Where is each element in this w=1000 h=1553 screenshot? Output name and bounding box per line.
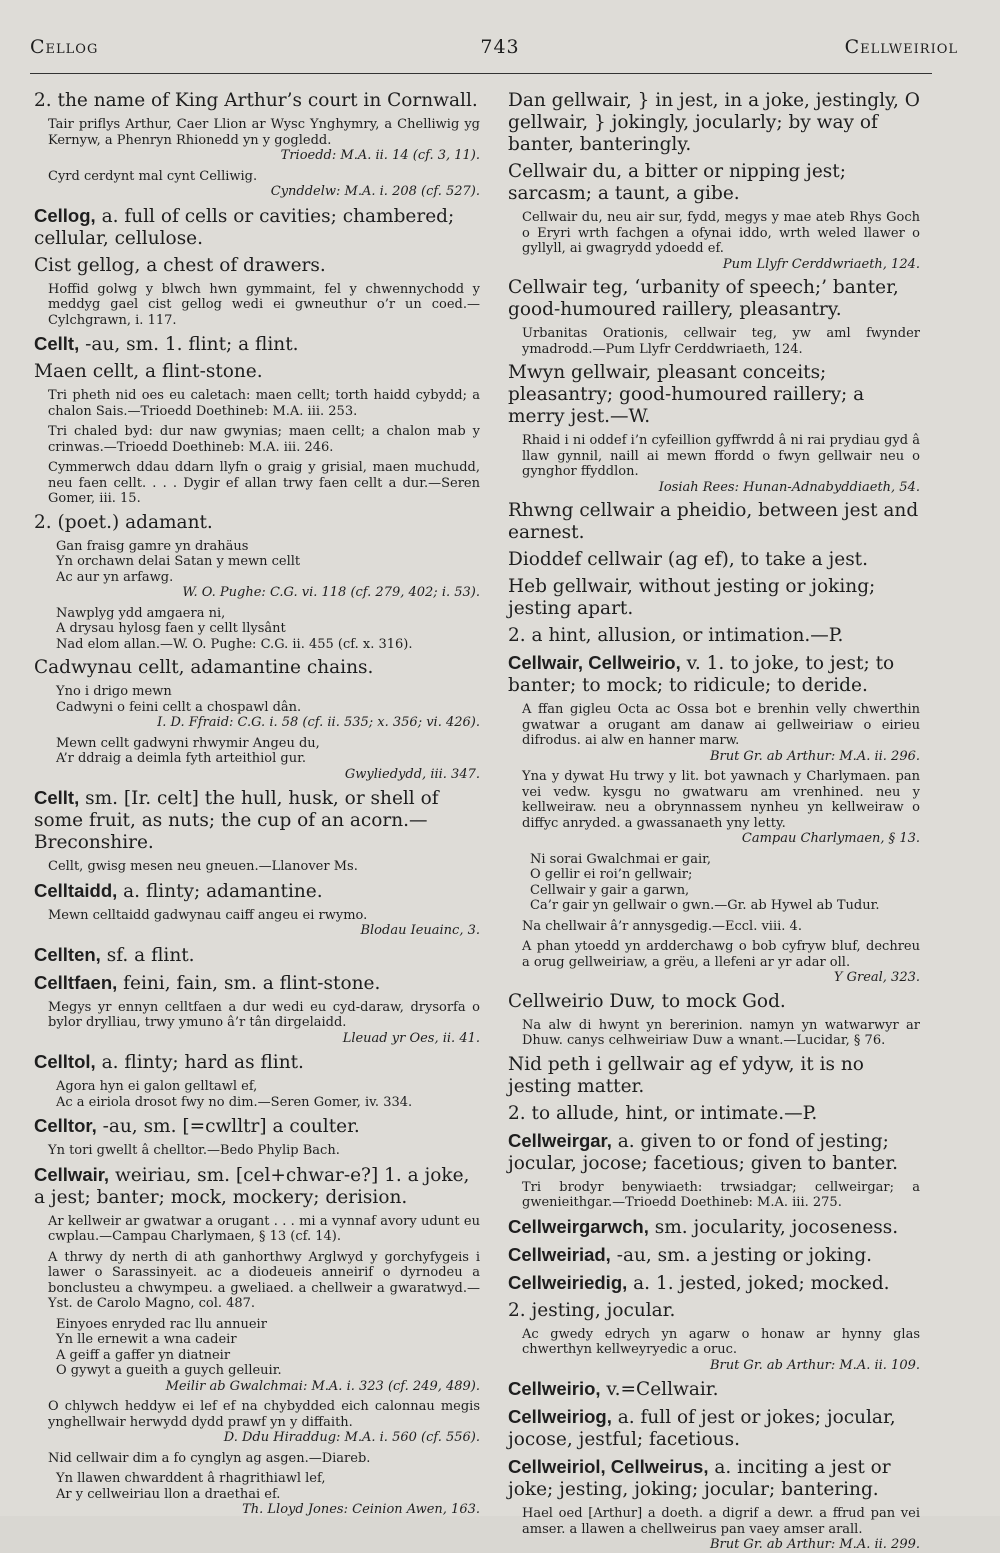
entry-definition — [34, 333, 480, 356]
citation-text: A phan ytoedd yn ardderchawg o bob cyfryw bluf, dechreu a orug gellweiriaw, a grëu, a llefeni ar yr adar oll. — [522, 939, 920, 970]
entry-text: Heb gellwair, without jesting or joking; jesting apart. — [508, 576, 876, 619]
entry-text: 2. to allude, hint, or intimate.—P. — [508, 1102, 818, 1124]
entry-headword: Cellweiriog, — [508, 1406, 612, 1427]
entry-definition — [34, 90, 480, 112]
citation-text: Nid cellwair dim a fo cynglyn ag asgen.—Diareb. — [48, 1450, 371, 1466]
citation — [34, 859, 480, 875]
entry-definition — [508, 500, 920, 544]
entry-definition — [508, 1054, 920, 1098]
citation-text: Yna y dywat Hu trwy y lit. bot yawnach y Charlymaen. pan vei vedw. kysgu no gwatwaru am vrenhined. neu y kellweiraw. neu a obrynnassem nynheu yn kellweiraw o diffyc anryded. a gwassanaeth yny letty. — [522, 769, 920, 831]
entry-definition — [508, 1300, 920, 1322]
citation — [34, 169, 480, 200]
verse-line: Einyoes enryded rac llu annueir — [56, 1316, 267, 1332]
entry-headword: Cellwair, — [34, 1163, 110, 1185]
verse-line: Nawplyg ydd amgaera ni, — [56, 605, 226, 621]
verse-line: Cadwyni o feini cellt a chospawl dân. — [56, 699, 302, 715]
entry-headword: Cellweirgarwch, — [508, 1215, 649, 1237]
entry-headword: Celltol, — [34, 1051, 96, 1072]
citation — [508, 702, 920, 764]
entry-headword: Cellweiriedig, — [508, 1271, 628, 1293]
citation-source: Y Greal, 323. — [833, 970, 920, 985]
entry-definition — [34, 944, 480, 967]
entry-definition — [508, 991, 920, 1013]
entry-text: -au, sm. [=cwlltr] a coulter. — [102, 1116, 360, 1137]
verse-citation — [56, 539, 480, 601]
citation-source: Brut Gr. ab Arthur: M.A. ii. 109. — [709, 1357, 920, 1373]
entry-text: 2. a hint, allusion, or intimation.—P. — [508, 625, 844, 646]
entry-text: 2. (poet.) adamant. — [34, 511, 213, 533]
entry-text: a. full of jest or jokes; jocular, jocose, jestful; facetious. — [508, 1407, 896, 1450]
citation — [34, 388, 480, 419]
entry-text: Rhwng cellwair a pheidio, between jest and earnest. — [508, 500, 919, 543]
citation-source: Gwyliedydd, iii. 347. — [344, 766, 480, 782]
entry-text: 2. jesting, jocular. — [508, 1299, 676, 1321]
entry-definition — [508, 277, 920, 321]
citation-text: Cyrd cerdynt mal cynt Celliwig. — [48, 168, 258, 184]
entry-text: v.=Cellwair. — [606, 1379, 719, 1400]
citation-source: Blodau Ieuainc, 3. — [360, 923, 480, 938]
entry-text: Cellweirio Duw, to mock God. — [508, 990, 786, 1012]
verse-line: Yn llawen chwarddent â rhagrithiawl lef, — [56, 1471, 326, 1486]
verse-line: A’r ddraig a deimla fyth arteithiol gur. — [56, 751, 307, 766]
entry-definition — [508, 362, 920, 428]
entry-definition — [508, 1272, 920, 1295]
citation-text: Urbanitas Orationis, cellwair teg, yw aml fwynder ymadrodd.—Pum Llyfr Cerddwriaeth, 124. — [522, 326, 920, 357]
citation-text: Rhaid i ni oddef i’n cyfeillion gyffwrdd â ni rai prydiau gyd â llaw gynnil, naill ai mewn ffordd o fwyn gellwair neu o gynghor ffyddlon. — [522, 433, 920, 479]
verse-line: Ni sorai Gwalchmai er gair, — [530, 851, 712, 867]
entry-text: Dan gellwair, } in jest, in a joke, jestingly, O gellwair, } jokingly, jocularly; by way of banter, banteringly. — [508, 90, 920, 155]
citation — [508, 1180, 920, 1211]
citation-text: Cellt, gwisg mesen neu gneuen.—Llanover Ms. — [48, 859, 358, 874]
verse-line: Yn lle ernewit a wna cadeir — [56, 1332, 237, 1347]
entry-definition — [508, 549, 920, 571]
verse-line: O gellir ei roi’n gellwair; — [530, 867, 693, 882]
verse-citation — [56, 606, 480, 653]
citation-text: Tri brodyr benywiaeth: trwsiadgar; cellweirgar; a gwenieithgar.—Trioedd Doethineb: M.A. iii. 275. — [522, 1179, 920, 1210]
citation-source: W. O. Pughe: C.G. vi. 118 (cf. 279, 402; i. 53). — [182, 585, 480, 600]
citation-text: Megys yr ennyn celltfaen a dur wedi eu cyd-daraw, drysorfa o bylor drylliau, trwy ymuno â’r tân dirgelaidd. — [48, 999, 480, 1030]
citation-source: Brut Gr. ab Arthur: M.A. ii. 296. — [709, 748, 920, 764]
verse-line: Yno i drigo mewn — [56, 684, 172, 699]
citation — [34, 908, 480, 939]
right-column — [508, 90, 920, 1552]
citation — [508, 919, 920, 935]
citation-text: Yn tori gwellt â chelltor.—Bedo Phylip Bach. — [48, 1143, 340, 1158]
entry-definition — [508, 1244, 920, 1267]
citation-text: Na alw di hwynt yn bererinion. namyn yn watwarwyr ar Dhuw. canys celhweiriaw Duw a wnant.—Lucidar, § 76. — [522, 1017, 920, 1048]
verse-citation — [56, 1471, 480, 1518]
entry-headword: Cellten, — [34, 943, 101, 965]
citation-text: O chlywch heddyw ei lef ef na chybydded eich calonnau megis ynghellwair herwydd dydd prawf yn y diffaith. — [48, 1399, 480, 1430]
citation — [34, 1214, 480, 1245]
citation-source: Cynddelw: M.A. i. 208 (cf. 527). — [270, 184, 480, 199]
verse-line: Cellwair y gair a garwn, — [530, 882, 690, 898]
citation-text: Na chellwair â’r annysgedig.—Eccl. viii. 4. — [522, 918, 802, 934]
entry-definition — [34, 972, 480, 995]
citation-text: Ar kellweir ar gwatwar a orugant . . . mi a vynnaf avory udunt eu cwplau.—Campau Charlymaen, § 13 (cf. 14). — [48, 1213, 480, 1244]
entry-headword: Cellog, — [34, 204, 96, 226]
citation — [508, 1327, 920, 1374]
header-right-word: Cellweiriol — [844, 36, 958, 58]
entry-text: Cellwair teg, ‘urbanity of speech;’ banter, good-humoured raillery, pleasantry. — [508, 277, 899, 320]
entry-text: Cellwair du, a bitter or nipping jest; sarcasm; a taunt, a gibe. — [508, 161, 846, 204]
verse-line: Nad elom allan.—W. O. Pughe: C.G. ii. 455 (cf. x. 316). — [56, 636, 413, 652]
verse-line: Gan fraisg gamre yn drahäus — [56, 538, 249, 554]
entry-text: v. 1. to joke, to jest; to banter; to mock; to ridicule; to deride. — [508, 653, 895, 696]
entry-text: a. given to or fond of jesting; jocular, jocose; facetious; given to banter. — [508, 1130, 899, 1174]
entry-definition — [508, 161, 920, 205]
citation — [34, 460, 480, 507]
citation-source: Trioedd: M.A. ii. 14 (cf. 3, 11). — [280, 148, 480, 163]
citation-text: Tair priflys Arthur, Caer Llion ar Wysc Ynghymry, a Chelliwig yg Kernyw, a Phenryn Rhionedd yn y gogledd. — [48, 117, 480, 148]
entry-headword: Celltfaen, — [34, 971, 118, 993]
citation-text: A ffan gigleu Octa ac Ossa bot e brenhin velly chwerthin gwatwar a orugant am danaw ai gellweiriaw o eirieu difrodus. ai alw en hanner marw. — [522, 702, 920, 748]
citation-text: Cellwair du, neu air sur, fydd, megys y mae ateb Rhys Goch o Eryri wrth fachgen a ofynai iddo, wrth weled llawer o gyllyll, ai gwagrydd ydoedd ef. — [522, 210, 920, 256]
verse-citation — [56, 736, 480, 783]
entry-headword: Celltaidd, — [34, 879, 118, 901]
entry-text: Nid peth i gellwair ag ef ydyw, it is no jesting matter. — [508, 1053, 864, 1097]
entry-headword: Cellweiriad, — [508, 1243, 611, 1265]
entry-definition — [508, 1130, 920, 1175]
entry-headword: Cellweirgar, — [508, 1129, 612, 1151]
entry-text: Mwyn gellwair, pleasant conceits; pleasantry; good-humoured raillery; a merry jest.—W. — [508, 362, 865, 427]
citation-text: Mewn celltaidd gadwynau caiff angeu ei rwymo. — [48, 907, 368, 923]
entry-text: -au, sm. a jesting or joking. — [616, 1244, 873, 1266]
entry-headword: Cellt, — [34, 787, 80, 808]
verse-line: Agora hyn ei galon gelltawl ef, — [56, 1079, 258, 1094]
citation — [34, 1143, 480, 1159]
entry-text: sf. a flint. — [106, 944, 195, 966]
citation — [508, 939, 920, 986]
citation-text: Hoffid golwg y blwch hwn gymmaint, fel y chwennychodd y meddyg gael cist gellog wedi ei gwneuthur o’r un coed.—Cylchgrawn, i. 117. — [48, 281, 480, 328]
citation-source: Pum Llyfr Cerddwriaeth, 124. — [722, 256, 920, 272]
entry-definition — [508, 1103, 920, 1125]
citation-source: Meilir ab Gwalchmai: M.A. i. 323 (cf. 249, 489). — [165, 1378, 480, 1394]
citation-text: A thrwy dy nerth di ath ganhorthwy Arglwyd y gorchyfygeis i lawer o Sarassinyeit. ac a diodeueis anneirif o dyrnodeu a bonclusteu a chwympeu. a gweliaed. a chellweir a gwaratwyd.—Yst. de Carolo Magno, col. 487. — [48, 1249, 480, 1311]
page-number: 743 — [480, 36, 520, 58]
entry-definition — [34, 1164, 480, 1209]
citation — [34, 424, 480, 455]
entry-text: feini, fain, sm. a flint-stone. — [123, 972, 381, 994]
header-left-word: Cellog — [30, 36, 99, 58]
verse-citation — [530, 852, 920, 914]
entry-text: -au, sm. 1. flint; a flint. — [85, 334, 299, 355]
verse-line: O gywyt a gueith a guych gelleuir. — [56, 1363, 282, 1378]
running-header — [30, 36, 970, 66]
entry-text: Cist gellog, a chest of drawers. — [34, 254, 326, 276]
citation-text: Cymmerwch ddau ddarn llyfn o graig y grisial, maen muchudd, neu faen cellt. . . . Dygir ef allan trwy faen cellt a dur.—Seren Gomer, iii. 15. — [48, 460, 480, 506]
verse-citation — [56, 1317, 480, 1395]
entry-definition — [34, 787, 480, 854]
citation-source: Th. Lloyd Jones: Ceinion Awen, 163. — [242, 1502, 480, 1517]
entry-text: sm. [Ir. celt] the hull, husk, or shell of some fruit, as nuts; the cup of an acorn.—Breconshire. — [34, 788, 439, 853]
citation-source: Iosiah Rees: Hunan-Adnabyddiaeth, 54. — [658, 479, 920, 495]
verse-line: A drysau hylosg faen y cellt llysânt — [56, 621, 286, 636]
entry-text: Maen cellt, a flint-stone. — [34, 361, 263, 382]
verse-line: Yn orchawn delai Satan y mewn cellt — [56, 554, 301, 569]
entry-text: Cadwynau cellt, adamantine chains. — [34, 657, 374, 678]
citation-text: Tri pheth nid oes eu caletach: maen cellt; torth haidd cybydd; a chalon Sais.—Trioedd Doethineb: M.A. iii. 253. — [48, 388, 480, 419]
citation — [34, 117, 480, 164]
citation-text: Tri chaled byd: dur naw gwynias; maen cellt; a chalon mab y crinwas.—Trioedd Doethineb: M.A. iii. 246. — [48, 424, 480, 455]
citation — [508, 326, 920, 357]
entry-text: a. flinty; adamantine. — [123, 880, 323, 902]
citation-source: I. D. Ffraid: C.G. i. 58 (cf. ii. 535; x. 356; vi. 426). — [157, 715, 480, 730]
entry-text: a. flinty; hard as flint. — [101, 1052, 304, 1073]
citation — [508, 769, 920, 847]
entry-definition — [508, 1406, 920, 1451]
citation — [34, 1000, 480, 1047]
verse-line: A geiff a gaffer yn diatneir — [56, 1347, 231, 1363]
citation-source: Brut Gr. ab Arthur: M.A. ii. 299. — [709, 1537, 920, 1552]
citation-source: Campau Charlymaen, § 13. — [741, 831, 920, 846]
entry-text: a. 1. jested, joked; mocked. — [633, 1272, 890, 1294]
citation-text: Ac gwedy edrych yn agarw o honaw ar hynny glas chwerthyn kellweyryedic a oruc. — [522, 1326, 920, 1357]
verse-line: Ac aur yn arfawg. — [56, 569, 174, 585]
verse-line: Ar y cellweiriau llon a draethai ef. — [56, 1486, 281, 1502]
entry-text: 2. the name of King Arthur’s court in Cornwall. — [34, 90, 478, 111]
citation — [508, 210, 920, 272]
entry-text: a. inciting a jest or joke; jesting, joking; jocular; bantering. — [508, 1457, 891, 1500]
entry-definition — [34, 255, 480, 277]
entry-definition — [508, 90, 920, 156]
citation-source: D. Ddu Hiraddug: M.A. i. 560 (cf. 556). — [223, 1430, 480, 1445]
header-rule — [30, 73, 932, 74]
citation — [34, 1250, 480, 1312]
citation — [508, 1506, 920, 1553]
verse-line: Ca’r gair yn gellwair o gwn.—Gr. ab Hywel ab Tudur. — [530, 898, 880, 913]
citation-text: Hael oed [Arthur] a doeth. a digrif a dewr. a ffrud pan vei amser. a llawen a chellweirus pan vaey amser arall. — [522, 1506, 920, 1537]
entry-definition — [34, 361, 480, 383]
entry-headword: Cellweirio, — [508, 1378, 601, 1399]
entry-definition — [508, 1456, 920, 1501]
entry-headword: Cellwair, Cellweirio, — [508, 652, 681, 673]
entry-definition — [508, 1378, 920, 1401]
verse-line: Mewn cellt gadwyni rhwymir Angeu du, — [56, 735, 320, 751]
citation-source: Lleuad yr Oes, ii. 41. — [342, 1030, 480, 1046]
citation — [508, 1018, 920, 1049]
entry-definition — [508, 1216, 920, 1239]
entry-text: sm. jocularity, jocoseness. — [654, 1216, 899, 1238]
entry-definition — [508, 652, 920, 697]
entry-definition — [508, 625, 920, 647]
citation — [34, 1451, 480, 1467]
entry-headword: Celltor, — [34, 1115, 97, 1136]
entry-definition — [34, 512, 480, 534]
entry-definition — [34, 1115, 480, 1138]
citation — [34, 1399, 480, 1446]
verse-citation — [56, 684, 480, 731]
entry-definition — [34, 205, 480, 250]
citation — [34, 282, 480, 329]
citation — [508, 433, 920, 495]
entry-definition — [508, 576, 920, 620]
verse-citation — [56, 1079, 480, 1110]
entry-headword: Cellweiriol, Cellweirus, — [508, 1456, 709, 1477]
entry-headword: Cellt, — [34, 333, 80, 354]
entry-definition — [34, 880, 480, 903]
entry-text: a. full of cells or cavities; chambered; cellular, cellulose. — [34, 205, 455, 249]
entry-text: weiriau, sm. [cel+chwar-e?] 1. a joke, a jest; banter; mock, mockery; derision. — [34, 1164, 470, 1208]
left-column — [34, 90, 480, 1517]
entry-text: Dioddef cellwair (ag ef), to take a jest. — [508, 549, 869, 570]
verse-line: Ac a eiriola drosot fwy no dim.—Seren Gomer, iv. 334. — [56, 1094, 413, 1110]
entry-definition — [34, 1051, 480, 1074]
entry-definition — [34, 657, 480, 679]
